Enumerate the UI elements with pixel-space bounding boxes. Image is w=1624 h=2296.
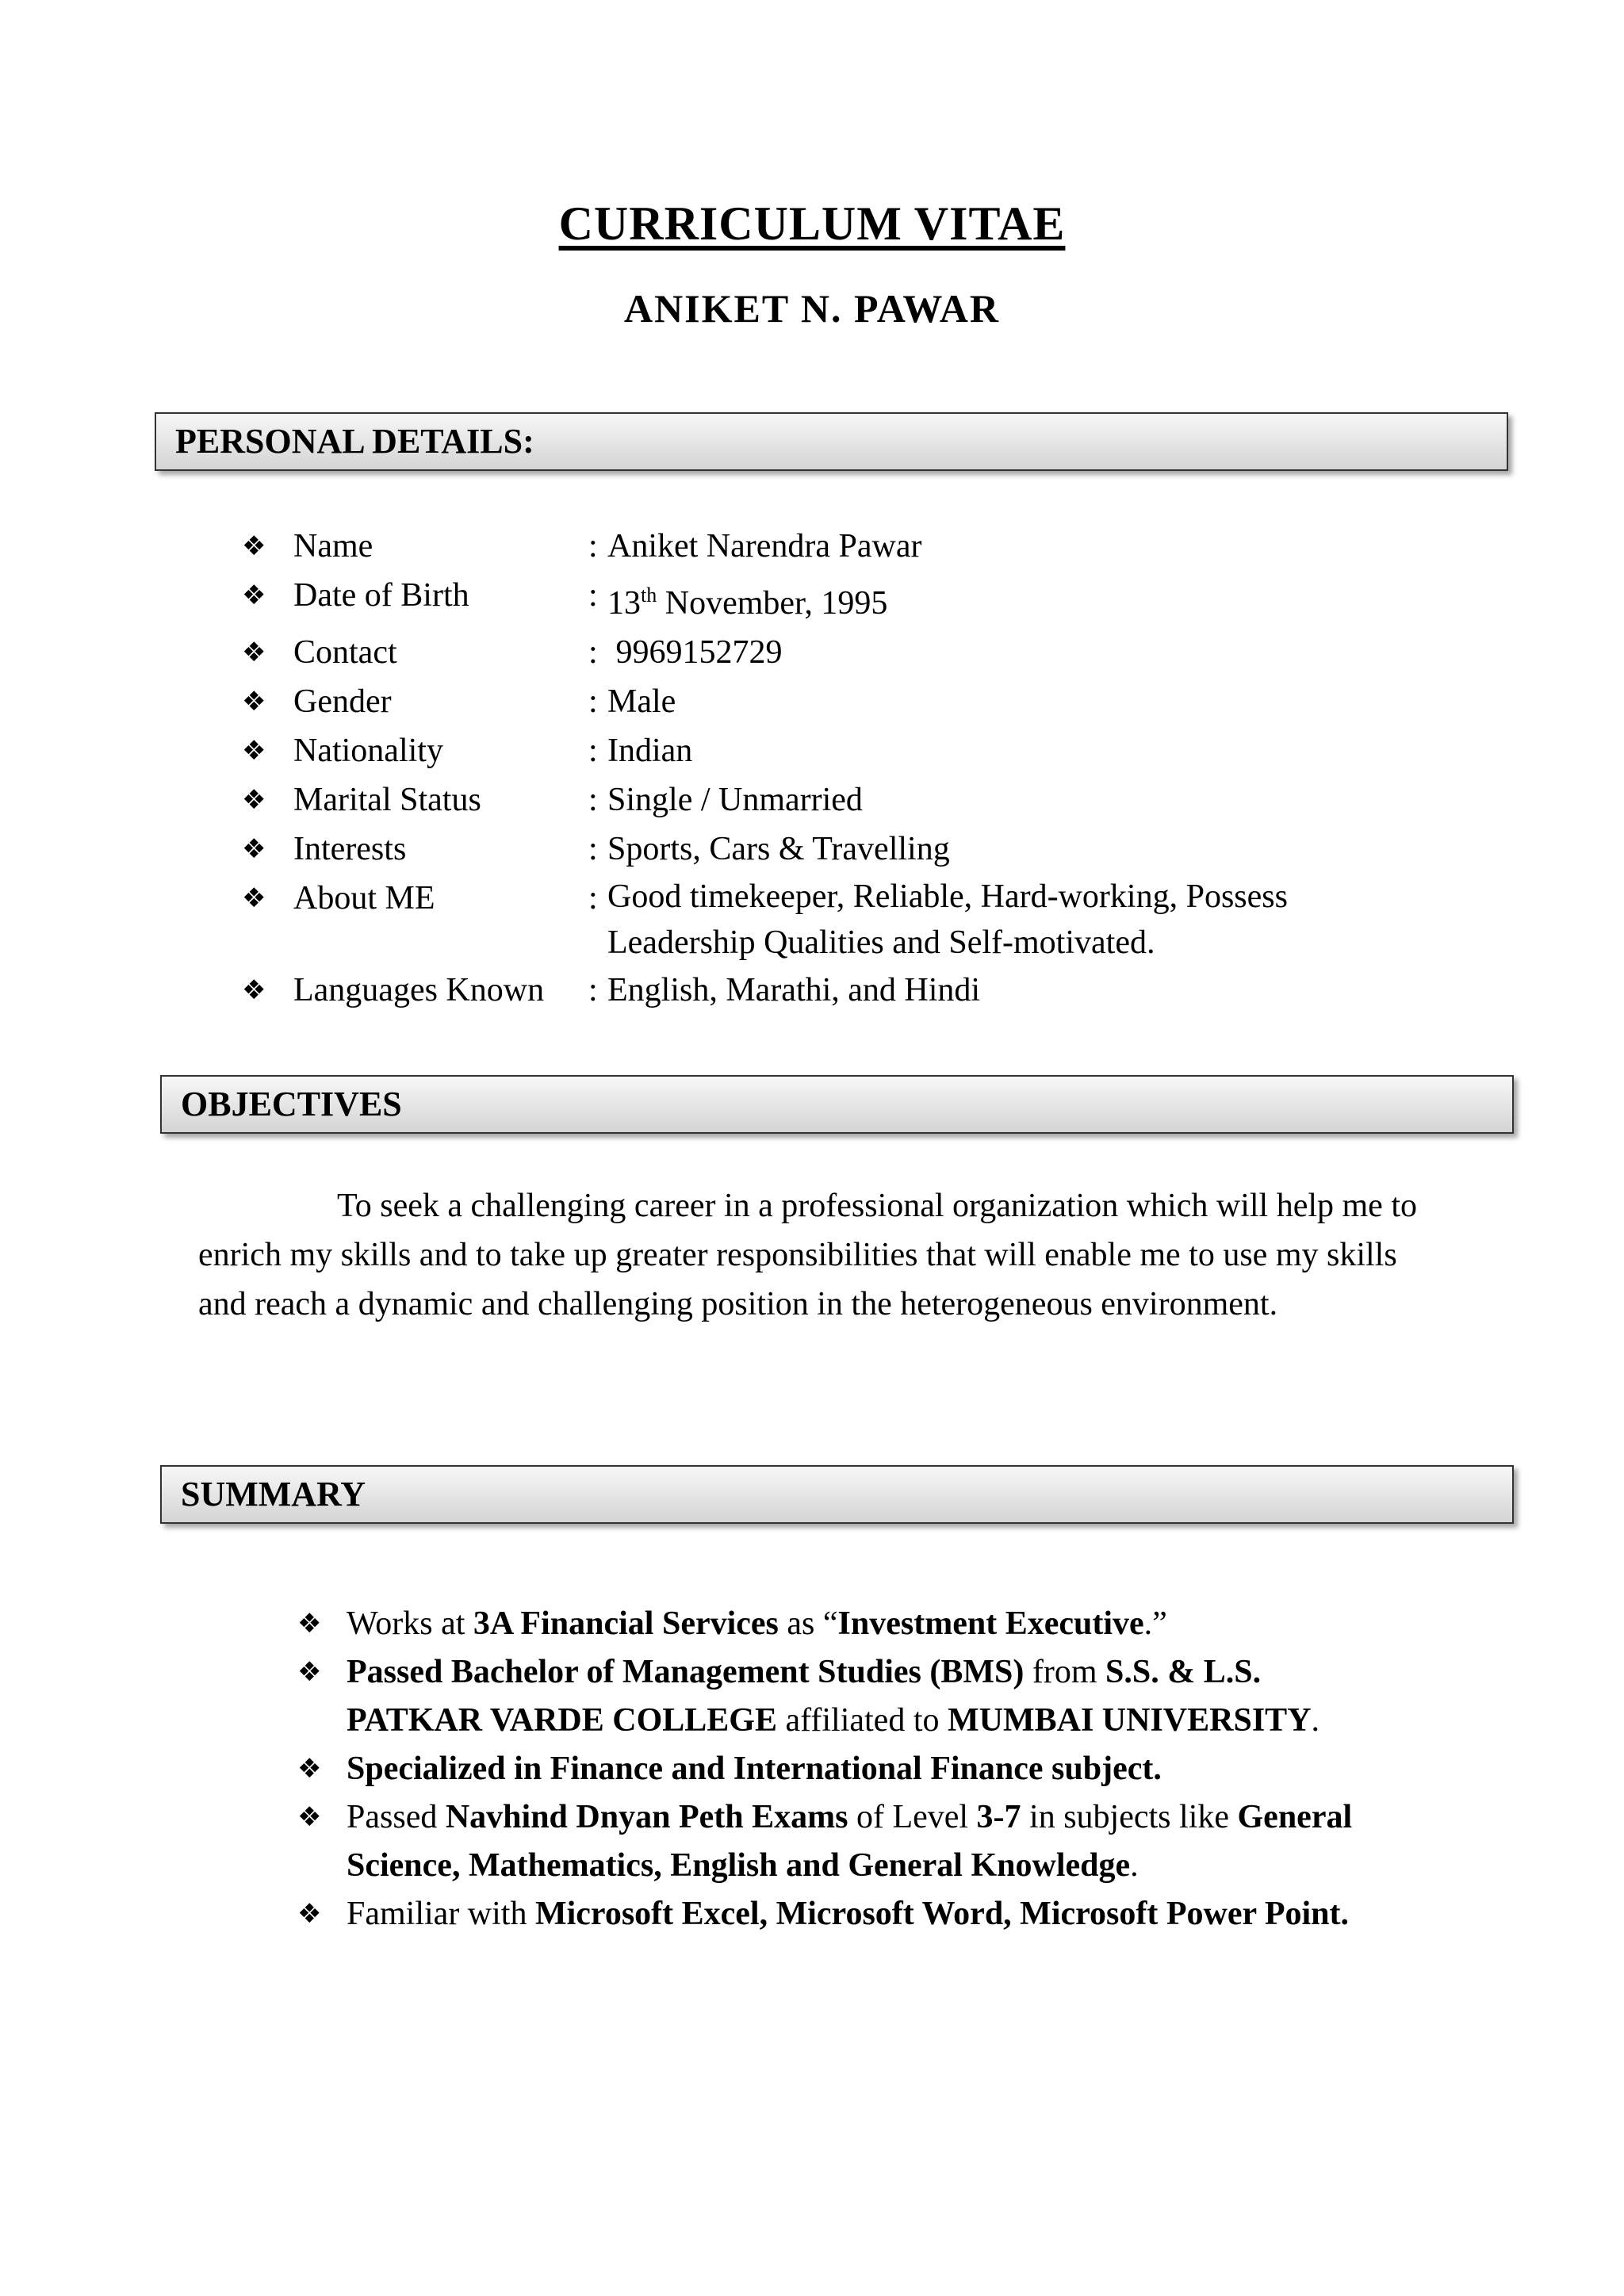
summary-list	[297, 1600, 1392, 1938]
detail-value: Indian	[607, 733, 693, 769]
text-run-bold: Navhind Dnyan Peth Exams	[445, 1799, 848, 1835]
diamond-bullet-icon: ❖	[242, 580, 266, 611]
detail-separator: :	[588, 577, 598, 614]
detail-value: Aniket Narendra Pawar	[607, 528, 922, 564]
diamond-bullet-icon: ❖	[242, 974, 266, 1006]
detail-label: Interests	[293, 831, 407, 867]
text-run-bold: S.S. & L.S. PATKAR VARDE COLLEGE	[347, 1654, 1262, 1739]
diamond-bullet-icon: ❖	[297, 1656, 322, 1688]
summary-item-text	[347, 1793, 1392, 1890]
text-run-bold: 3A Financial Services	[473, 1605, 779, 1642]
text-run: in subjects like	[1021, 1799, 1238, 1835]
text-run: of Level	[848, 1799, 977, 1835]
diamond-bullet-icon: ❖	[242, 784, 266, 816]
text-run: .	[1311, 1702, 1320, 1739]
detail-value: Single / Unmarried	[607, 782, 863, 818]
text-run-bold: Passed Bachelor of Management Studies (BMS)	[347, 1654, 1025, 1690]
text-run: from	[1024, 1654, 1106, 1690]
summary-item	[297, 1890, 1392, 1938]
summary-item	[297, 1745, 1392, 1793]
summary-item-text	[347, 1600, 1392, 1648]
diamond-bullet-icon: ❖	[242, 735, 266, 767]
text-run-bold: MUMBAI UNIVERSITY	[947, 1702, 1312, 1739]
objectives-text: To seek a challenging career in a professional organization which will help me to enrich my skills and to take up greater responsibilities that will enable me to use my skills and reach a dynamic and challenging position in the heterogeneous environment.	[198, 1188, 1417, 1322]
dob-day: 13	[607, 585, 641, 622]
detail-value: Sports, Cars & Travelling	[607, 831, 950, 867]
detail-value: English, Marathi, and Hindi	[607, 972, 981, 1008]
diamond-bullet-icon: ❖	[297, 1753, 322, 1785]
detail-row-marital-status	[242, 775, 1431, 825]
detail-value: 9969152729	[607, 634, 783, 671]
text-run-bold: Investment Executive	[837, 1605, 1144, 1642]
summary-item-text	[347, 1745, 1392, 1793]
detail-label: Gender	[293, 683, 392, 720]
text-run: .”	[1143, 1605, 1167, 1642]
objectives-heading-text: OBJECTIVES	[181, 1085, 402, 1123]
diamond-bullet-icon: ❖	[242, 686, 266, 718]
about-line-2: Leadership Qualities and Self-motivated.	[607, 924, 1155, 961]
detail-label: Nationality	[293, 733, 443, 769]
text-run-bold: General Science, Mathematics, English and General Knowledge	[347, 1799, 1353, 1884]
detail-label: About ME	[293, 880, 435, 916]
about-line-1: Good timekeeper, Reliable, Hard-working, Possess	[607, 878, 1288, 915]
detail-row-dob	[242, 571, 1431, 628]
detail-separator: :	[588, 683, 598, 720]
text-run: as “	[778, 1605, 838, 1642]
text-run-bold: Specialized in Finance and International Finance subject.	[347, 1751, 1162, 1787]
detail-separator: :	[588, 831, 598, 867]
text-run: .	[1130, 1847, 1139, 1884]
text-run-bold: 3-7	[976, 1799, 1021, 1835]
detail-row-nationality	[242, 726, 1431, 775]
summary-heading-text: SUMMARY	[181, 1475, 366, 1513]
detail-value	[607, 571, 1431, 628]
summary-item-text	[347, 1890, 1392, 1938]
text-run: Familiar with	[347, 1896, 535, 1932]
detail-row-about-me	[242, 874, 1431, 966]
detail-separator: :	[588, 634, 598, 671]
detail-separator: :	[588, 880, 598, 916]
detail-value: Male	[607, 683, 676, 720]
detail-row-gender	[242, 677, 1431, 726]
diamond-bullet-icon: ❖	[242, 882, 266, 914]
objectives-heading	[160, 1075, 1514, 1134]
detail-separator: :	[588, 972, 598, 1008]
text-run-bold: Microsoft Excel, Microsoft Word, Microsoft Power Point.	[534, 1896, 1350, 1932]
dob-suffix: th	[641, 584, 657, 607]
dob-rest: November, 1995	[657, 585, 888, 622]
detail-label: Date of Birth	[293, 577, 469, 614]
detail-separator: :	[588, 733, 598, 769]
diamond-bullet-icon: ❖	[242, 637, 266, 668]
text-run: affiliated to	[777, 1702, 948, 1739]
diamond-bullet-icon: ❖	[242, 530, 266, 562]
diamond-bullet-icon: ❖	[297, 1608, 322, 1640]
text-run: Works at	[347, 1605, 473, 1642]
detail-label: Contact	[293, 634, 397, 671]
summary-item	[297, 1600, 1392, 1648]
diamond-bullet-icon: ❖	[242, 833, 266, 865]
personal-details-heading	[155, 412, 1508, 471]
detail-separator: :	[588, 528, 598, 564]
personal-details-heading-text: PERSONAL DETAILS:	[175, 422, 534, 461]
detail-label: Marital Status	[293, 782, 481, 818]
detail-row-name	[242, 522, 1431, 571]
detail-row-contact	[242, 628, 1431, 677]
objectives-paragraph	[198, 1181, 1419, 1329]
summary-item	[297, 1648, 1392, 1745]
detail-label: Name	[293, 528, 373, 564]
summary-item-text	[347, 1648, 1392, 1745]
candidate-name: ANIKET N. PAWAR	[623, 286, 1001, 331]
diamond-bullet-icon: ❖	[297, 1801, 322, 1833]
detail-row-interests	[242, 825, 1431, 874]
diamond-bullet-icon: ❖	[297, 1898, 322, 1930]
detail-value	[607, 874, 1431, 966]
document-title: CURRICULUM VITAE	[558, 197, 1066, 250]
text-run: Passed	[347, 1799, 446, 1835]
detail-label: Languages Known	[293, 972, 545, 1008]
detail-row-languages	[242, 966, 1431, 1015]
summary-heading	[160, 1465, 1514, 1524]
summary-item	[297, 1793, 1392, 1890]
detail-separator: :	[588, 782, 598, 818]
personal-details-list	[242, 522, 1431, 1015]
